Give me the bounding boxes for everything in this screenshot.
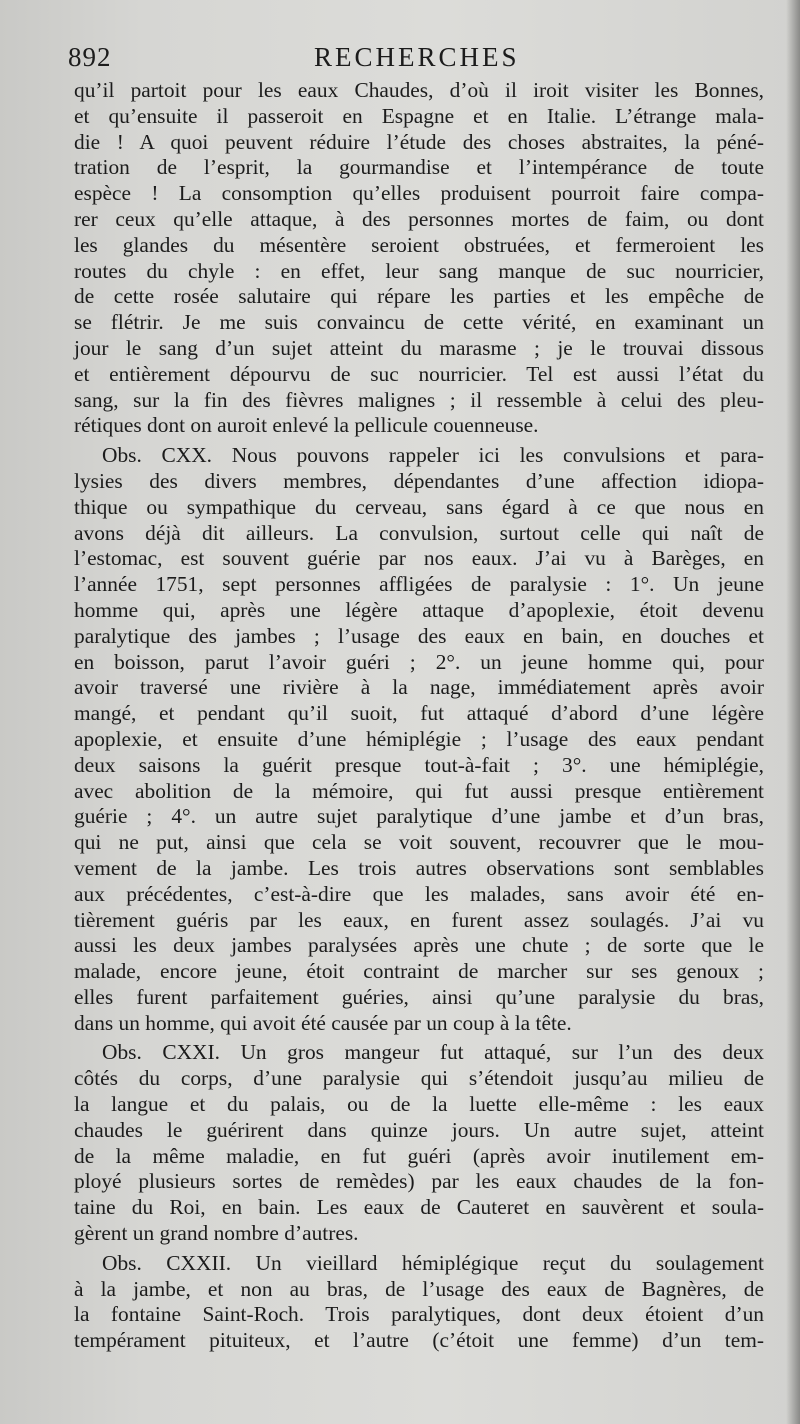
text-line: et qu’ensuite il passeroit en Espagne et en Italie. L’étrange mala- <box>74 103 764 128</box>
text-line: dans un homme, qui avoit été causée par un coup à la tête. <box>74 1010 572 1035</box>
body-text <box>74 78 764 1354</box>
text-line: sang, sur la fin des fièvres malignes ; il ressemble à celui des pleu- <box>74 387 764 412</box>
text-line: avec abolition de la mémoire, qui fut aussi presque entièrement <box>74 778 764 803</box>
text-line: deux saisons la guérit presque tout-à-fait ; 3°. une hémiplégie, <box>74 752 764 777</box>
text-line: qu’il partoit pour les eaux Chaudes, d’où il iroit visiter les Bonnes, <box>74 78 764 102</box>
text-line: ployé plusieurs sortes de remèdes) par les eaux chaudes de la fon- <box>74 1169 764 1194</box>
text-line: aux précédentes, c’est-à-dire que les malades, sans avoir été en- <box>74 881 764 906</box>
text-line: paralytique des jambes ; l’usage des eaux en bain, en douches et <box>74 623 764 648</box>
text-line: la fontaine Saint-Roch. Trois paralytiques, dont deux étoient d’un <box>74 1302 764 1327</box>
text-line: se flétrir. Je me suis convaincu de cette vérité, en examinant un <box>74 310 764 335</box>
text-line: Obs. CXXII. Un vieillard hémiplégique reçut du soulagement <box>102 1250 764 1275</box>
text-line: et entièrement dépourvu de suc nourricier. Tel est aussi l’état du <box>74 361 764 386</box>
text-line: vement de la jambe. Les trois autres observations sont semblables <box>74 855 764 880</box>
text-line: thique ou sympathique du cerveau, sans égard à ce que nous en <box>74 494 764 519</box>
text-line: les glandes du mésentère seroient obstruées, et fermeroient les <box>74 232 764 257</box>
text-line: die ! A quoi peuvent réduire l’étude des choses abstraites, la péné- <box>74 129 764 154</box>
text-line: côtés du corps, d’une paralysie qui s’étendoit jusqu’au milieu de <box>74 1066 764 1091</box>
text-line: elles furent parfaitement guéries, ainsi qu’une paralysie du bras, <box>74 984 764 1009</box>
text-line: la langue et du palais, ou de la luette elle-même : les eaux <box>74 1092 764 1117</box>
text-line: routes du chyle : en effet, leur sang manque de suc nourricier, <box>74 258 764 283</box>
text-line: rer ceux qu’elle attaque, à des personnes mortes de faim, ou dont <box>74 206 764 231</box>
text-line: homme qui, après une légère attaque d’apoplexie, étoit devenu <box>74 597 764 622</box>
text-line: avons déjà dit ailleurs. La convulsion, surtout celle qui naît de <box>74 520 764 545</box>
text-line: rétiques dont on auroit enlevé la pellicule couenneuse. <box>74 413 539 438</box>
text-line: Obs. CXX. Nous pouvons rappeler ici les convulsions et para- <box>102 443 764 468</box>
text-line: qui ne put, ainsi que cela se voit souvent, recouvrer que le mou- <box>74 830 764 855</box>
text-line: l’année 1751, sept personnes affligées de paralysie : 1°. Un jeune <box>74 572 764 597</box>
text-line: malade, encore jeune, étoit contraint de marcher sur ses genoux ; <box>74 959 764 984</box>
text-line: chaudes le guérirent dans quinze jours. Un autre sujet, atteint <box>74 1117 764 1142</box>
text-line: tempérament pituiteux, et l’autre (c’étoit une femme) d’un tem- <box>74 1328 764 1353</box>
page-header <box>64 36 764 76</box>
text-line: apoplexie, et ensuite d’une hémiplégie ; l’usage des eaux pendant <box>74 726 764 751</box>
text-line: en boisson, parut l’avoir guéri ; 2°. un jeune homme qui, pour <box>74 649 764 674</box>
text-line: tration de l’esprit, la gourmandise et l’intempérance de toute <box>74 155 764 180</box>
text-line: espèce ! La consomption qu’elles produisent pourroit faire compa- <box>74 181 764 206</box>
text-line: avoir traversé une rivière à la nage, immédiatement après avoir <box>74 675 764 700</box>
text-line: lysies des divers membres, dépendantes d’une affection idiopa- <box>74 468 764 493</box>
text-line: de cette rosée salutaire qui répare les parties et les empêche de <box>74 284 764 309</box>
text-line: à la jambe, et non au bras, de l’usage des eaux de Bagnères, de <box>74 1276 764 1301</box>
text-line: mangé, et pendant qu’il suoit, fut attaqué d’abord d’une légère <box>74 701 764 726</box>
running-head: RECHERCHES <box>314 42 520 72</box>
text-line: l’estomac, est souvent guérie par nos eaux. J’ai vu à Barèges, en <box>74 546 764 571</box>
text-line: Obs. CXXI. Un gros mangeur fut attaqué, sur l’un des deux <box>102 1040 764 1065</box>
text-line: gèrent un grand nombre d’autres. <box>74 1221 359 1246</box>
text-line: taine du Roi, en bain. Les eaux de Cauteret en sauvèrent et soula- <box>74 1195 764 1220</box>
text-line: aussi les deux jambes paralysées après une chute ; de sorte que le <box>74 933 764 958</box>
text-line: de la même maladie, en fut guéri (après avoir inutilement em- <box>74 1143 764 1168</box>
text-line: jour le sang d’un sujet atteint du marasme ; je le trouvai dissous <box>74 335 764 360</box>
page-number: 892 <box>68 42 112 72</box>
text-line: guérie ; 4°. un autre sujet paralytique d’une jambe et d’un bras, <box>74 804 764 829</box>
text-line: tièrement guéris par les eaux, en furent assez soulagés. J’ai vu <box>74 907 764 932</box>
